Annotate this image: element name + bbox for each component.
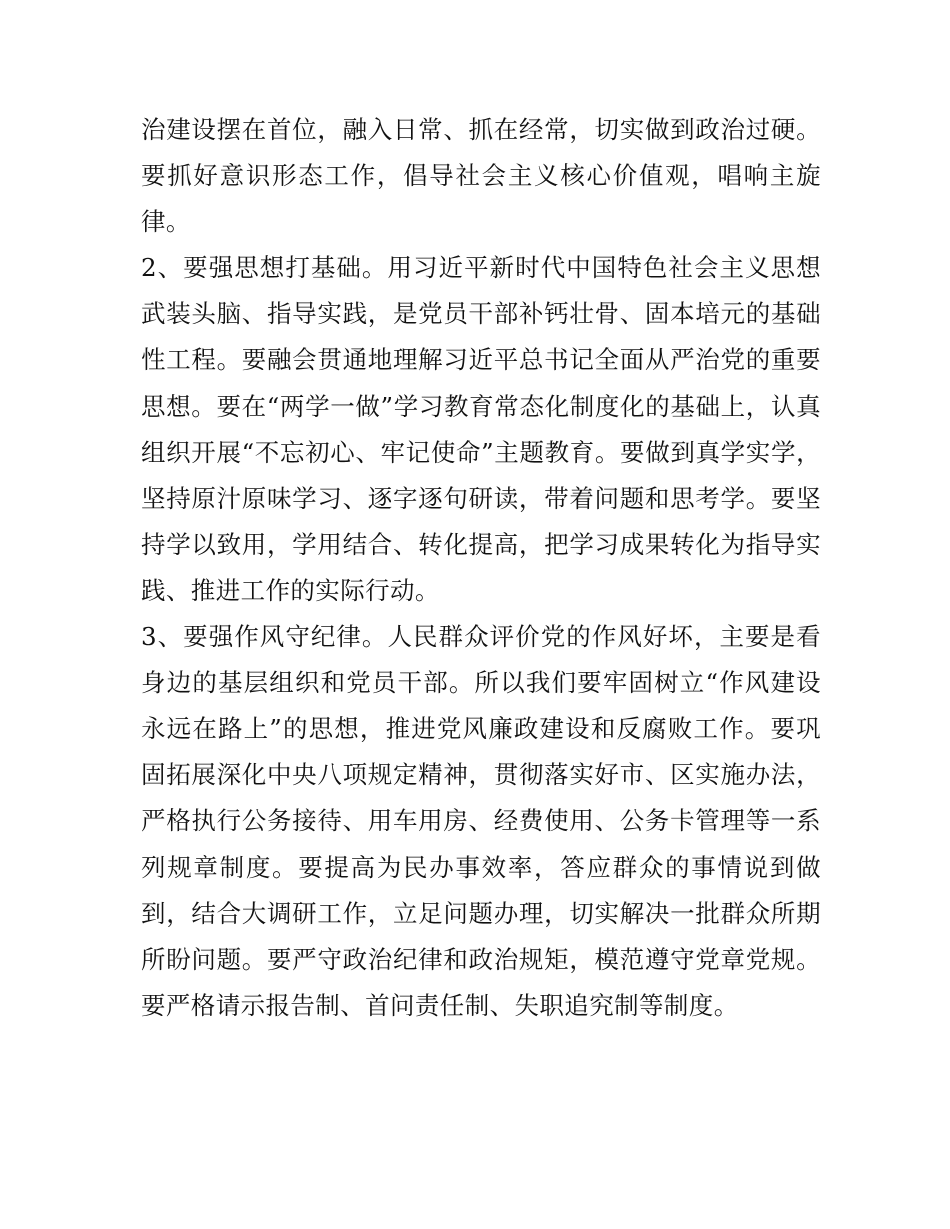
paragraph-continuation: 治建设摆在首位，融入日常、抓在经常，切实做到政治过硬。要抓好意识形态工作，倡导社会主义核心价值观，唱响主旋律。 [141,115,821,237]
document-body [141,107,821,1029]
paragraph-point-3: 3、要强作风守纪律。人民群众评价党的作风好坏，主要是看身边的基层组织和党员干部。所以我们要牢固树立“作风建设永远在路上”的思想，推进党风廉政建设和反腐败工作。要巩固拓展深化中央八项规定精神，贯彻落实好市、区实施办法，严格执行公务接待、用车用房、经费使用、公务卡管理等一系列规章制度。要提高为民办事效率，答应群众的事情说到做到，结合大调研工作，立足问题办理，切实解决一批群众所期所盼问题。要严守政治纪律和政治规矩，模范遵守党章党规。要严格请示报告制、首问责任制、失职追究制等制度。 [141,622,821,1020]
paragraph-point-2: 2、要强思想打基础。用习近平新时代中国特色社会主义思想武装头脑、指导实践，是党员干部补钙壮骨、固本培元的基础性工程。要融会贯通地理解习近平总书记全面从严治党的重要思想。要在“两学一做”学习教育常态化制度化的基础上，认真组织开展“不忘初心、牢记使命”主题教育。要做到真学实学，坚持原汁原味学习、逐字逐句研读，带着问题和思考学。要坚持学以致用，学用结合、转化提高，把学习成果转化为指导实践、推进工作的实际行动。 [141,253,821,605]
